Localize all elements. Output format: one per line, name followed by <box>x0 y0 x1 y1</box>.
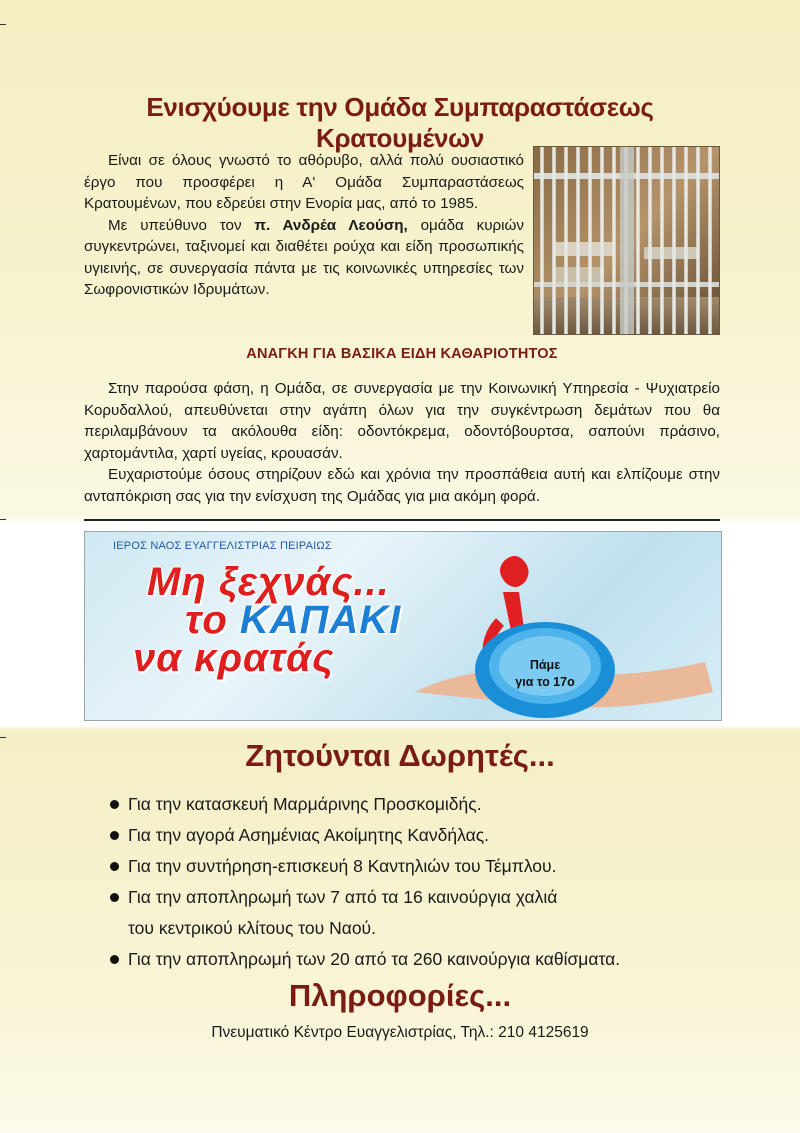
list-item <box>110 789 750 820</box>
article-title: Ενισχύουμε την Ομάδα Συμπαραστάσεως Κρατουμένων <box>146 92 654 153</box>
bullet-icon <box>110 955 119 964</box>
bottle-cap-banner <box>84 531 722 721</box>
needs-paragraph: Στην παρούσα φάση, η Ομάδα, σε συνεργασία με την Κοινωνική Υπηρεσία - Ψυχιατρείο Κορυδαλλού, απευθύνεται στην αγάπη όλων για την συγκέντρωση δεμάτων που θα περιλαμβάνουν τα ακόλουθα είδη: οδοντόκρεμα, οδοντόβουρτσα, σαπούνι πράσινο, χαρτομάντιλα, χαρτί υγείας, κρουασάν. <box>84 380 720 462</box>
info-contact: Πνευματικό Κέντρο Ευαγγελιστρίας, Τηλ.: 210 4125619 <box>211 1024 589 1041</box>
donor-item-text: Για την αποπληρωμή των 7 από τα 16 καινούργια χαλιά <box>128 887 558 907</box>
donor-item-text: Για την κατασκευή Μαρμάρινης Προσκομιδής. <box>128 794 482 814</box>
second-paragraph-rest: ομάδα κυριών συγκεντρώνει, ταξινομεί και διαθέτει ρούχα και είδη προσωπικής υγιεινής, σε συνεργασία πάντα με τις κοινωνικές υπηρεσίες των Σωφρονιστικών Ιδρυμάτων. <box>84 216 524 298</box>
list-item <box>110 851 750 882</box>
banner-header: ΙΕΡΟΣ ΝΑΟΣ ΕΥΑΓΓΕΛΙΣΤΡΙΑΣ ΠΕΙΡΑΙΩΣ <box>113 540 332 552</box>
second-paragraph-prefix: Με υπεύθυνο τον <box>108 216 255 234</box>
thanks-paragraph: Ευχαριστούμε όσους στηρίζουν εδώ και χρόνια την προσπάθεια αυτή και ελπίζουμε στην ανταπόκριση σας για την ενίσχυση της Ομάδας για μια ακόμη φορά. <box>84 466 720 505</box>
slogan-line-3: να κρατάς <box>133 636 335 680</box>
prison-bars-image <box>534 147 720 335</box>
wheelchair-head-icon <box>500 556 529 587</box>
slogan-line-2-a: το <box>185 598 240 642</box>
info-title: Πληροφορίες... <box>288 978 512 1013</box>
donor-list <box>110 789 750 975</box>
donor-item-text: Για την αγορά Ασημένιας Ακοίμητης Κανδήλας. <box>128 825 490 845</box>
list-item <box>110 944 750 975</box>
slogan-line-2-b: ΚΑΠΑΚΙ <box>239 598 402 642</box>
bullet-icon <box>110 893 119 902</box>
donor-item-text: Για την συντήρηση-επισκευή 8 Καντηλιών του Τέμπλου. <box>128 856 557 876</box>
bullet-icon <box>110 800 119 809</box>
cap-label-line-2: για το 17ο <box>515 675 575 689</box>
intro-text-block <box>84 150 524 301</box>
intro-paragraph: Είναι σε όλους γνωστό το αθόρυβο, αλλά πολύ ουσιαστικό έργο που προσφέρει η Α' Ομάδα Συμπαραστάσεως Κρατουμένων, που εδρεύει στην Ενορία μας, από το 1985. <box>84 152 524 212</box>
slogan-line-1: Μη ξεχνάς... <box>147 560 390 604</box>
crop-mark <box>0 24 6 25</box>
list-item <box>110 820 750 851</box>
donors-title: Ζητούνται Δωρητές... <box>245 738 555 773</box>
prison-cell-photo <box>533 146 720 335</box>
list-item <box>110 882 750 944</box>
cap-label-line-1: Πάμε <box>529 658 561 672</box>
cap-label <box>495 657 595 691</box>
crop-mark <box>0 519 6 520</box>
bullet-icon <box>110 831 119 840</box>
section-divider <box>84 519 720 521</box>
donor-item-continuation: του κεντρικού κλίτους του Ναού. <box>128 918 376 938</box>
bullet-icon <box>110 862 119 871</box>
priest-name: π. Ανδρέα Λεούση, <box>254 216 408 234</box>
section-heading: ΑΝΑΓΚΗ ΓΙΑ ΒΑΣΙΚΑ ΕΙΔΗ ΚΑΘΑΡΙΟΤΗΤΟΣ <box>246 346 558 362</box>
donor-item-text: Για την αποπληρωμή των 20 από τα 260 καινούργια καθίσματα. <box>128 949 621 969</box>
needs-text-block <box>84 378 720 507</box>
second-paragraph <box>84 215 524 301</box>
crop-mark <box>0 737 6 738</box>
